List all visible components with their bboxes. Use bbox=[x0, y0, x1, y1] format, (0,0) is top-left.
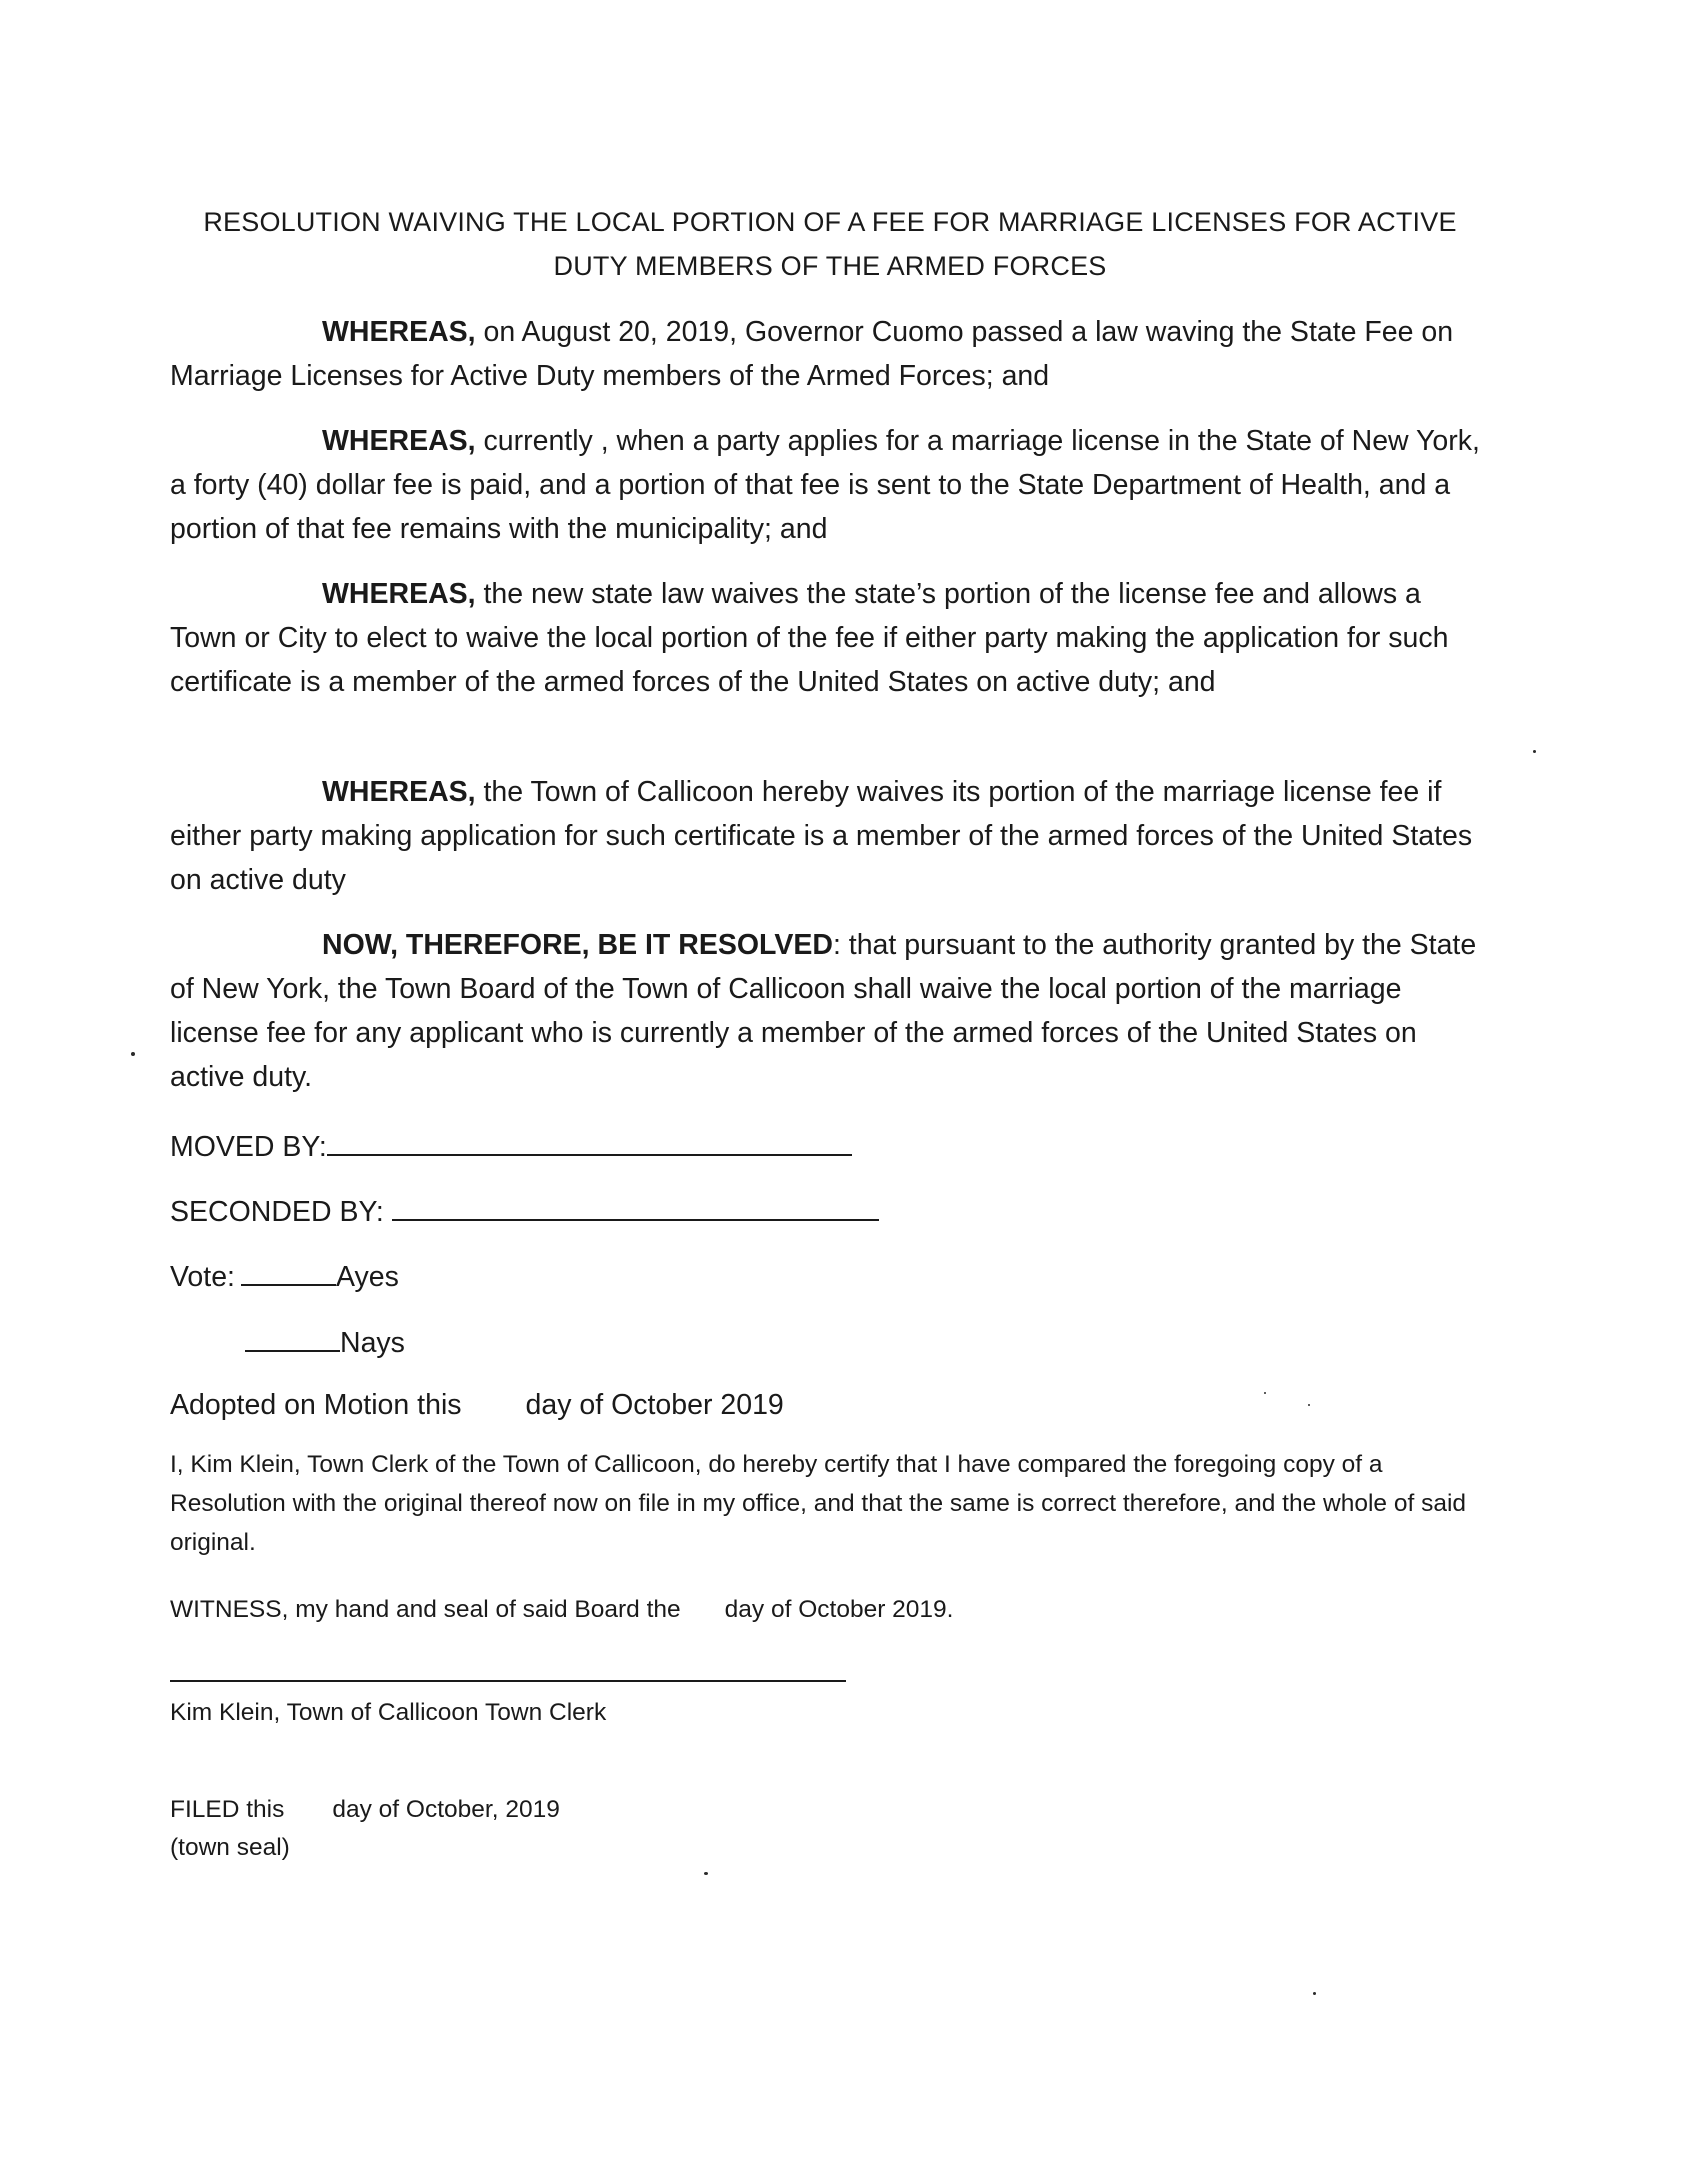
resolution-title: RESOLUTION WAIVING THE LOCAL PORTION OF A FEE FOR MARRIAGE LICENSES FOR ACTIVE DUTY MEMBERS OF THE ARMED FORCES bbox=[203, 207, 1457, 281]
ayes-blank-line bbox=[241, 1254, 336, 1286]
paragraph-text: on August 20, 2019, Governor Cuomo passed a law waving the State Fee on Marriage Licenses for Active Duty members of the Armed Forces; and bbox=[170, 316, 1454, 392]
whereas-paragraph-2 bbox=[170, 419, 1480, 551]
paragraph-lead: WHEREAS, bbox=[322, 316, 476, 348]
witness-date: day of October 2019. bbox=[724, 1596, 954, 1623]
adopted-row bbox=[170, 1385, 784, 1425]
adopted-prefix: Adopted on Motion this bbox=[170, 1389, 462, 1421]
paragraph-text: the Town of Callicoon hereby waives its portion of the marriage license fee if either party making application for such certificate is a member of the armed forces of the United States on active duty bbox=[170, 776, 1473, 896]
scan-speck bbox=[1308, 1404, 1310, 1406]
nays-row bbox=[245, 1320, 405, 1363]
witness-prefix: WITNESS, my hand and seal of said Board the bbox=[170, 1596, 681, 1623]
ayes-label: Ayes bbox=[335, 1261, 399, 1293]
moved-by-row bbox=[170, 1124, 852, 1167]
paragraph-lead: NOW, THEREFORE, BE IT RESOLVED bbox=[322, 929, 833, 961]
nays-label: Nays bbox=[340, 1327, 405, 1359]
signature-line bbox=[170, 1680, 846, 1682]
moved-by-label: MOVED BY: bbox=[170, 1131, 327, 1163]
clerk-certification: I, Kim Klein, Town Clerk of the Town of Callicoon, do hereby certify that I have compared the foregoing copy of a Resolution with the original thereof now on file in my office, and that the same is correct therefore, and the whole of said original. bbox=[170, 1451, 1467, 1556]
vote-label: Vote: bbox=[170, 1261, 235, 1293]
scan-speck bbox=[1533, 750, 1536, 753]
seconded-by-label: SECONDED BY: bbox=[170, 1196, 384, 1228]
whereas-paragraph-4 bbox=[170, 770, 1480, 902]
moved-by-blank-line bbox=[327, 1124, 852, 1156]
witness-line bbox=[170, 1590, 1480, 1629]
filed-date: day of October, 2019 bbox=[332, 1796, 560, 1823]
filed-line bbox=[170, 1790, 1480, 1829]
signature-name: Kim Klein, Town of Callicoon Town Clerk bbox=[170, 1699, 607, 1726]
paragraph-lead: WHEREAS, bbox=[322, 425, 476, 457]
whereas-paragraph-3 bbox=[170, 572, 1480, 704]
filed-prefix: FILED this bbox=[170, 1796, 285, 1823]
seconded-by-row bbox=[170, 1189, 879, 1232]
paragraph-lead: WHEREAS, bbox=[322, 776, 476, 808]
paragraph-text: : that pursuant to the authority granted by the State of New York, the Town Board of the Town of Callicoon shall waive the local portion of the marriage license fee for any applicant who is currently a member of the armed forces of the United States on active duty. bbox=[170, 929, 1477, 1093]
paragraph-text: currently , when a party applies for a marriage license in the State of New York, a forty (40) dollar fee is paid, and a portion of that fee is sent to the State Department of Health, and a portion of that fee remains with the municipality; and bbox=[170, 425, 1480, 545]
town-seal-label: (town seal) bbox=[170, 1834, 290, 1861]
nays-blank-line bbox=[245, 1320, 340, 1352]
resolved-paragraph bbox=[170, 923, 1480, 1099]
whereas-paragraph-1 bbox=[170, 310, 1480, 398]
vote-ayes-row bbox=[170, 1254, 399, 1297]
scan-speck bbox=[131, 1052, 135, 1056]
scan-speck bbox=[1313, 1992, 1316, 1995]
scan-speck bbox=[704, 1872, 708, 1875]
paragraph-text: the new state law waives the state’s portion of the license fee and allows a Town or City to elect to waive the local portion of the fee if either party making the application for such certificate is a member of the armed forces of the United States on active duty; and bbox=[170, 578, 1449, 698]
adopted-date: day of October 2019 bbox=[525, 1389, 784, 1421]
seconded-by-blank-line bbox=[392, 1189, 879, 1221]
scan-speck bbox=[1264, 1392, 1266, 1394]
paragraph-lead: WHEREAS, bbox=[322, 578, 476, 610]
